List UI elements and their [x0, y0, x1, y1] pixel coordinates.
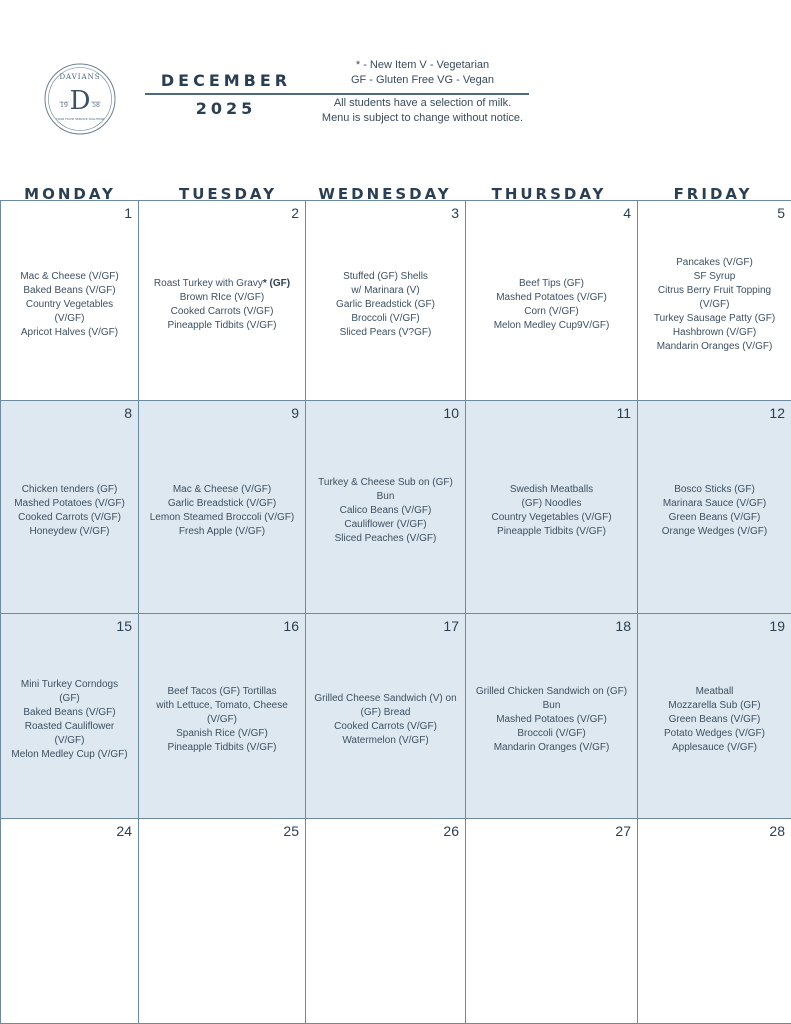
- menu-item: [168, 319, 277, 333]
- menu-item: [26, 298, 113, 312]
- menu-item: [521, 497, 581, 511]
- day-number: 24: [116, 823, 132, 839]
- day-cell: [305, 818, 466, 1024]
- menu-item: [340, 326, 432, 340]
- menu-item: [154, 277, 290, 291]
- menu-item: [334, 720, 437, 734]
- menu-item-text: Sliced Peaches (V/GF): [334, 533, 437, 544]
- day-number: 25: [283, 823, 299, 839]
- menu-item-text: Mac & Cheese (V/GF): [20, 270, 119, 282]
- menu-notes: [300, 96, 545, 126]
- menu-item-text: Mac & Cheese (V/GF): [172, 484, 272, 495]
- menu-item-text: Garlic Breadstick (GF): [336, 298, 435, 310]
- day-cell: [465, 200, 638, 401]
- menu-item: [696, 685, 734, 699]
- menu-item-text: Baked Beans (V/GF): [23, 284, 116, 296]
- menu-item-text: Potato Wedges (V/GF): [664, 728, 765, 739]
- day-cell: [305, 400, 466, 614]
- day-cell: [305, 613, 466, 819]
- change-note: Menu is subject to change without notice.: [321, 112, 524, 124]
- menu-item: [476, 685, 627, 699]
- menu-item: [23, 284, 115, 298]
- menu-item: [669, 713, 761, 727]
- day-cell: [637, 613, 791, 819]
- menu-item-text: Mini Turkey Corndogs: [20, 679, 119, 690]
- menu-items: [5, 401, 134, 613]
- menu-item-text: (GF) Noodles: [521, 498, 582, 509]
- month-title: [145, 70, 307, 120]
- menu-item-text: Marinara Sauce (V/GF): [662, 498, 767, 509]
- menu-items: [5, 201, 134, 400]
- day-number: 10: [443, 405, 459, 421]
- menu-item: [25, 720, 115, 734]
- menu-item: [351, 312, 419, 326]
- day-cell: [0, 613, 139, 819]
- day-number: 9: [291, 405, 299, 421]
- menu-item: [20, 270, 118, 284]
- menu-item-text: Fresh Apple (V/GF): [178, 526, 266, 537]
- menu-item-text: Apricot Halves (V/GF): [20, 326, 119, 338]
- menu-item: [654, 312, 775, 326]
- menu-item: [55, 734, 85, 748]
- menu-item: [21, 678, 118, 692]
- menu-items: [470, 614, 633, 818]
- day-number: 8: [124, 405, 132, 421]
- day-cell: [0, 200, 139, 401]
- day-cell: [637, 200, 791, 401]
- day-number: 26: [443, 823, 459, 839]
- day-number: 4: [623, 205, 631, 221]
- menu-item: [173, 483, 271, 497]
- menu-item: [176, 727, 268, 741]
- menu-item-text: Orange Wedges (V/GF): [661, 526, 768, 537]
- menu-items: [642, 614, 787, 818]
- menu-item-text: Mashed Potatoes (V/GF): [496, 714, 607, 725]
- menu-items: [310, 201, 461, 400]
- menu-item: [496, 713, 607, 727]
- title-divider: [145, 93, 529, 95]
- menu-item: [700, 298, 730, 312]
- menu-item-text: Lemon Steamed Broccoli (V/GF): [149, 512, 295, 523]
- menu-item: [674, 483, 755, 497]
- menu-item: [55, 312, 85, 326]
- davians-logo: [43, 62, 117, 136]
- menu-item: [318, 476, 453, 490]
- menu-item: [179, 525, 265, 539]
- menu-item-text: Stuffed (GF) Shells: [343, 270, 428, 282]
- menu-items: [143, 401, 301, 613]
- menu-item: [663, 497, 766, 511]
- menu-item-text: Spanish Rice (V/GF): [176, 728, 268, 739]
- menu-item-text: Corn (V/GF): [524, 305, 579, 317]
- day-number: 5: [777, 205, 785, 221]
- menu-item-text: (GF): [59, 693, 80, 704]
- month-name: DECEMBER: [160, 71, 292, 90]
- menu-item-text: Turkey Sausage Patty (GF): [653, 312, 776, 324]
- menu-item-text: Hashbrown (V/GF): [672, 326, 757, 338]
- day-cell: [138, 613, 306, 819]
- menu-item-text: Country Vegetables: [25, 298, 114, 310]
- menu-item: [672, 741, 757, 755]
- menu-item-text: Applesauce (V/GF): [671, 742, 758, 753]
- menu-items: [470, 201, 633, 400]
- menu-item: [676, 256, 753, 270]
- menu-item-text: w/ Marinara (V): [351, 284, 420, 296]
- davians-logo-mark: [43, 62, 117, 136]
- menu-item: [150, 511, 295, 525]
- menu-items: [642, 401, 787, 613]
- day-cell: [138, 200, 306, 401]
- day-number: 12: [769, 405, 785, 421]
- day-header-wednesday: WEDNESDAY: [318, 185, 452, 203]
- menu-item-text: (GF) Bread: [360, 707, 411, 718]
- day-cell: [138, 818, 306, 1024]
- menu-item-text: Watermelon (V/GF): [342, 735, 429, 746]
- menu-item: [11, 748, 127, 762]
- menu-item-text: Baked Beans (V/GF): [23, 707, 116, 718]
- menu-item: [335, 532, 437, 546]
- day-cell: [305, 200, 466, 401]
- menu-item: [23, 706, 115, 720]
- menu-item-text: Garlic Breadstick (V/GF): [167, 498, 277, 509]
- day-cell: [465, 400, 638, 614]
- menu-items: [143, 201, 301, 400]
- menu-items: [310, 614, 461, 818]
- menu-item-text: Bun: [542, 700, 561, 711]
- menu-item: [336, 298, 435, 312]
- day-number: 2: [291, 205, 299, 221]
- day-cell: [0, 400, 139, 614]
- day-number: 16: [283, 618, 299, 634]
- menu-item: [657, 340, 773, 354]
- menu-item-text: Roasted Cauliflower: [24, 721, 115, 732]
- menu-item: [59, 692, 80, 706]
- day-number: 15: [116, 618, 132, 634]
- menu-item: [18, 511, 121, 525]
- menu-items: [642, 201, 787, 400]
- menu-item: [496, 291, 607, 305]
- logo-year-left: 19: [60, 102, 68, 109]
- legend-line-1: * - New Item V - Vegetarian: [355, 59, 490, 71]
- menu-items: [470, 401, 633, 613]
- menu-item-text: (V/GF): [54, 312, 85, 324]
- menu-item: [342, 734, 428, 748]
- menu-item-text: Green Beans (V/GF): [668, 714, 761, 725]
- day-number: 17: [443, 618, 459, 634]
- menu-item-text: Calico Beans (V/GF): [339, 505, 432, 516]
- menu-items: [310, 819, 461, 1023]
- logo-letter: D: [69, 86, 91, 116]
- menu-item-text: Swedish Meatballs: [509, 484, 594, 495]
- menu-item-text: Honeydew (V/GF): [29, 526, 110, 537]
- menu-items: [310, 401, 461, 613]
- menu-items: [143, 819, 301, 1023]
- menu-item: [673, 326, 756, 340]
- menu-item: [168, 741, 277, 755]
- menu-item-text: Meatball: [695, 686, 734, 697]
- menu-item: [668, 699, 760, 713]
- menu-item: [167, 685, 276, 699]
- day-header-tuesday: TUESDAY: [179, 185, 277, 203]
- logo-tagline: YOUR FOOD SERVICE SOLUTION: [56, 117, 104, 121]
- menu-item: [171, 305, 274, 319]
- day-header-friday: FRIDAY: [673, 185, 753, 203]
- day-cell: [637, 818, 791, 1024]
- legend: [310, 58, 535, 88]
- menu-item: [340, 504, 432, 518]
- menu-item: [543, 699, 561, 713]
- menu-item-text: Melon Medley Cup9V/GF): [493, 319, 610, 331]
- menu-item-text: Pineapple Tidbits (V/GF): [167, 742, 277, 753]
- menu-item: [180, 291, 264, 305]
- day-header-monday: MONDAY: [24, 185, 116, 203]
- menu-item-text: Green Beans (V/GF): [668, 512, 761, 523]
- menu-item-text: Brown RIce (V/GF): [179, 291, 265, 303]
- menu-item-text: Citrus Berry Fruit Topping: [657, 284, 772, 296]
- menu-item-text: Mashed Potatoes (V/GF): [496, 291, 607, 303]
- menu-item-text: (V/GF): [54, 735, 85, 746]
- menu-item-text: Sliced Pears (V?GF): [339, 326, 432, 338]
- day-cell: [637, 400, 791, 614]
- menu-items: [642, 819, 787, 1023]
- menu-items: [470, 819, 633, 1023]
- menu-item-text: Country Vegetables (V/GF): [491, 512, 612, 523]
- menu-item: [14, 497, 125, 511]
- day-number: 1: [124, 205, 132, 221]
- menu-item: [510, 483, 593, 497]
- menu-item-text: Beef Tips (GF): [518, 277, 584, 289]
- menu-item: [494, 319, 610, 333]
- day-number: 11: [616, 405, 631, 421]
- month-year: 2025: [195, 99, 257, 118]
- calendar-grid: [0, 200, 791, 1023]
- menu-item: [22, 483, 118, 497]
- menu-item: [344, 518, 426, 532]
- menu-item-text: Grilled Cheese Sandwich (V) on: [314, 693, 457, 704]
- menu-items: [143, 614, 301, 818]
- menu-item-text: Broccoli (V/GF): [351, 312, 420, 324]
- menu-item-text: Turkey & Cheese Sub on (GF): [318, 477, 453, 488]
- menu-item: [524, 305, 578, 319]
- menu-item-text: Mashed Potatoes (V/GF): [14, 498, 125, 509]
- menu-item-text: Melon Medley Cup (V/GF): [11, 749, 128, 760]
- menu-item: [351, 284, 419, 298]
- menu-item: [491, 511, 611, 525]
- menu-item-text: Cooked Carrots (V/GF): [18, 512, 121, 523]
- menu-item: [497, 525, 606, 539]
- menu-item-text: Pineapple Tidbits (V/GF): [167, 319, 277, 331]
- menu-item: [658, 284, 771, 298]
- new-item-marker: * (GF): [262, 277, 291, 289]
- day-cell: [138, 400, 306, 614]
- day-number: 28: [769, 823, 785, 839]
- menu-item: [662, 525, 767, 539]
- menu-item-text: Cauliflower (V/GF): [344, 519, 427, 530]
- menu-item: [517, 727, 585, 741]
- menu-item: [314, 692, 456, 706]
- menu-item-text: Beef Tacos (GF) Tortillas: [167, 686, 277, 697]
- menu-item-text: Broccoli (V/GF): [517, 728, 586, 739]
- menu-item-text: (V/GF): [207, 714, 237, 725]
- legend-line-2: GF - Gluten Free VG - Vegan: [350, 74, 495, 86]
- menu-item-text: (V/GF): [699, 298, 730, 310]
- day-cell: [465, 818, 638, 1024]
- menu-item-text: Bosco Sticks (GF): [674, 484, 755, 495]
- menu-item: [29, 525, 109, 539]
- menu-item-text: Chicken tenders (GF): [21, 484, 118, 495]
- day-number: 19: [769, 618, 785, 634]
- menu-item-text: Mozzarella Sub (GF): [668, 700, 761, 711]
- day-header-thursday: THURSDAY: [491, 185, 607, 203]
- menu-items: [5, 819, 134, 1023]
- menu-item: [360, 706, 410, 720]
- menu-item: [21, 326, 118, 340]
- day-number: 3: [451, 205, 459, 221]
- day-number: 18: [615, 618, 631, 634]
- logo-year-right: 58: [92, 102, 100, 109]
- menu-item: [377, 490, 395, 504]
- menu-item-text: Pineapple Tidbits (V/GF): [497, 526, 606, 537]
- menu-item-text: Roast Turkey with Gravy: [153, 277, 263, 289]
- menu-item-text: Cooked Carrots (V/GF): [170, 305, 274, 317]
- menu-item-text: Mandarin Oranges (V/GF): [493, 742, 610, 753]
- menu-item: [343, 270, 428, 284]
- day-cell: [0, 818, 139, 1024]
- menu-item-text: Cooked Carrots (V/GF): [334, 721, 437, 732]
- menu-item-text: with Lettuce, Tomato, Cheese: [156, 700, 288, 711]
- logo-name: DAVIANS: [59, 73, 101, 81]
- menu-item: [519, 277, 584, 291]
- menu-item: [694, 270, 736, 284]
- menu-item-text: Bun: [376, 491, 395, 502]
- menu-item: [669, 511, 761, 525]
- menu-item: [494, 741, 610, 755]
- milk-note: All students have a selection of milk.: [333, 97, 512, 109]
- menu-item: [168, 497, 276, 511]
- menu-item-text: Grilled Chicken Sandwich on (GF): [475, 686, 628, 697]
- day-cell: [465, 613, 638, 819]
- day-number: 27: [615, 823, 631, 839]
- menu-item-text: Mandarin Oranges (V/GF): [656, 340, 773, 352]
- menu-item: [207, 713, 237, 727]
- menu-item: [664, 727, 765, 741]
- menu-items: [5, 614, 134, 818]
- menu-item: [156, 699, 288, 713]
- menu-item-text: Pancakes (V/GF): [676, 256, 753, 268]
- menu-item-text: SF Syrup: [693, 270, 736, 282]
